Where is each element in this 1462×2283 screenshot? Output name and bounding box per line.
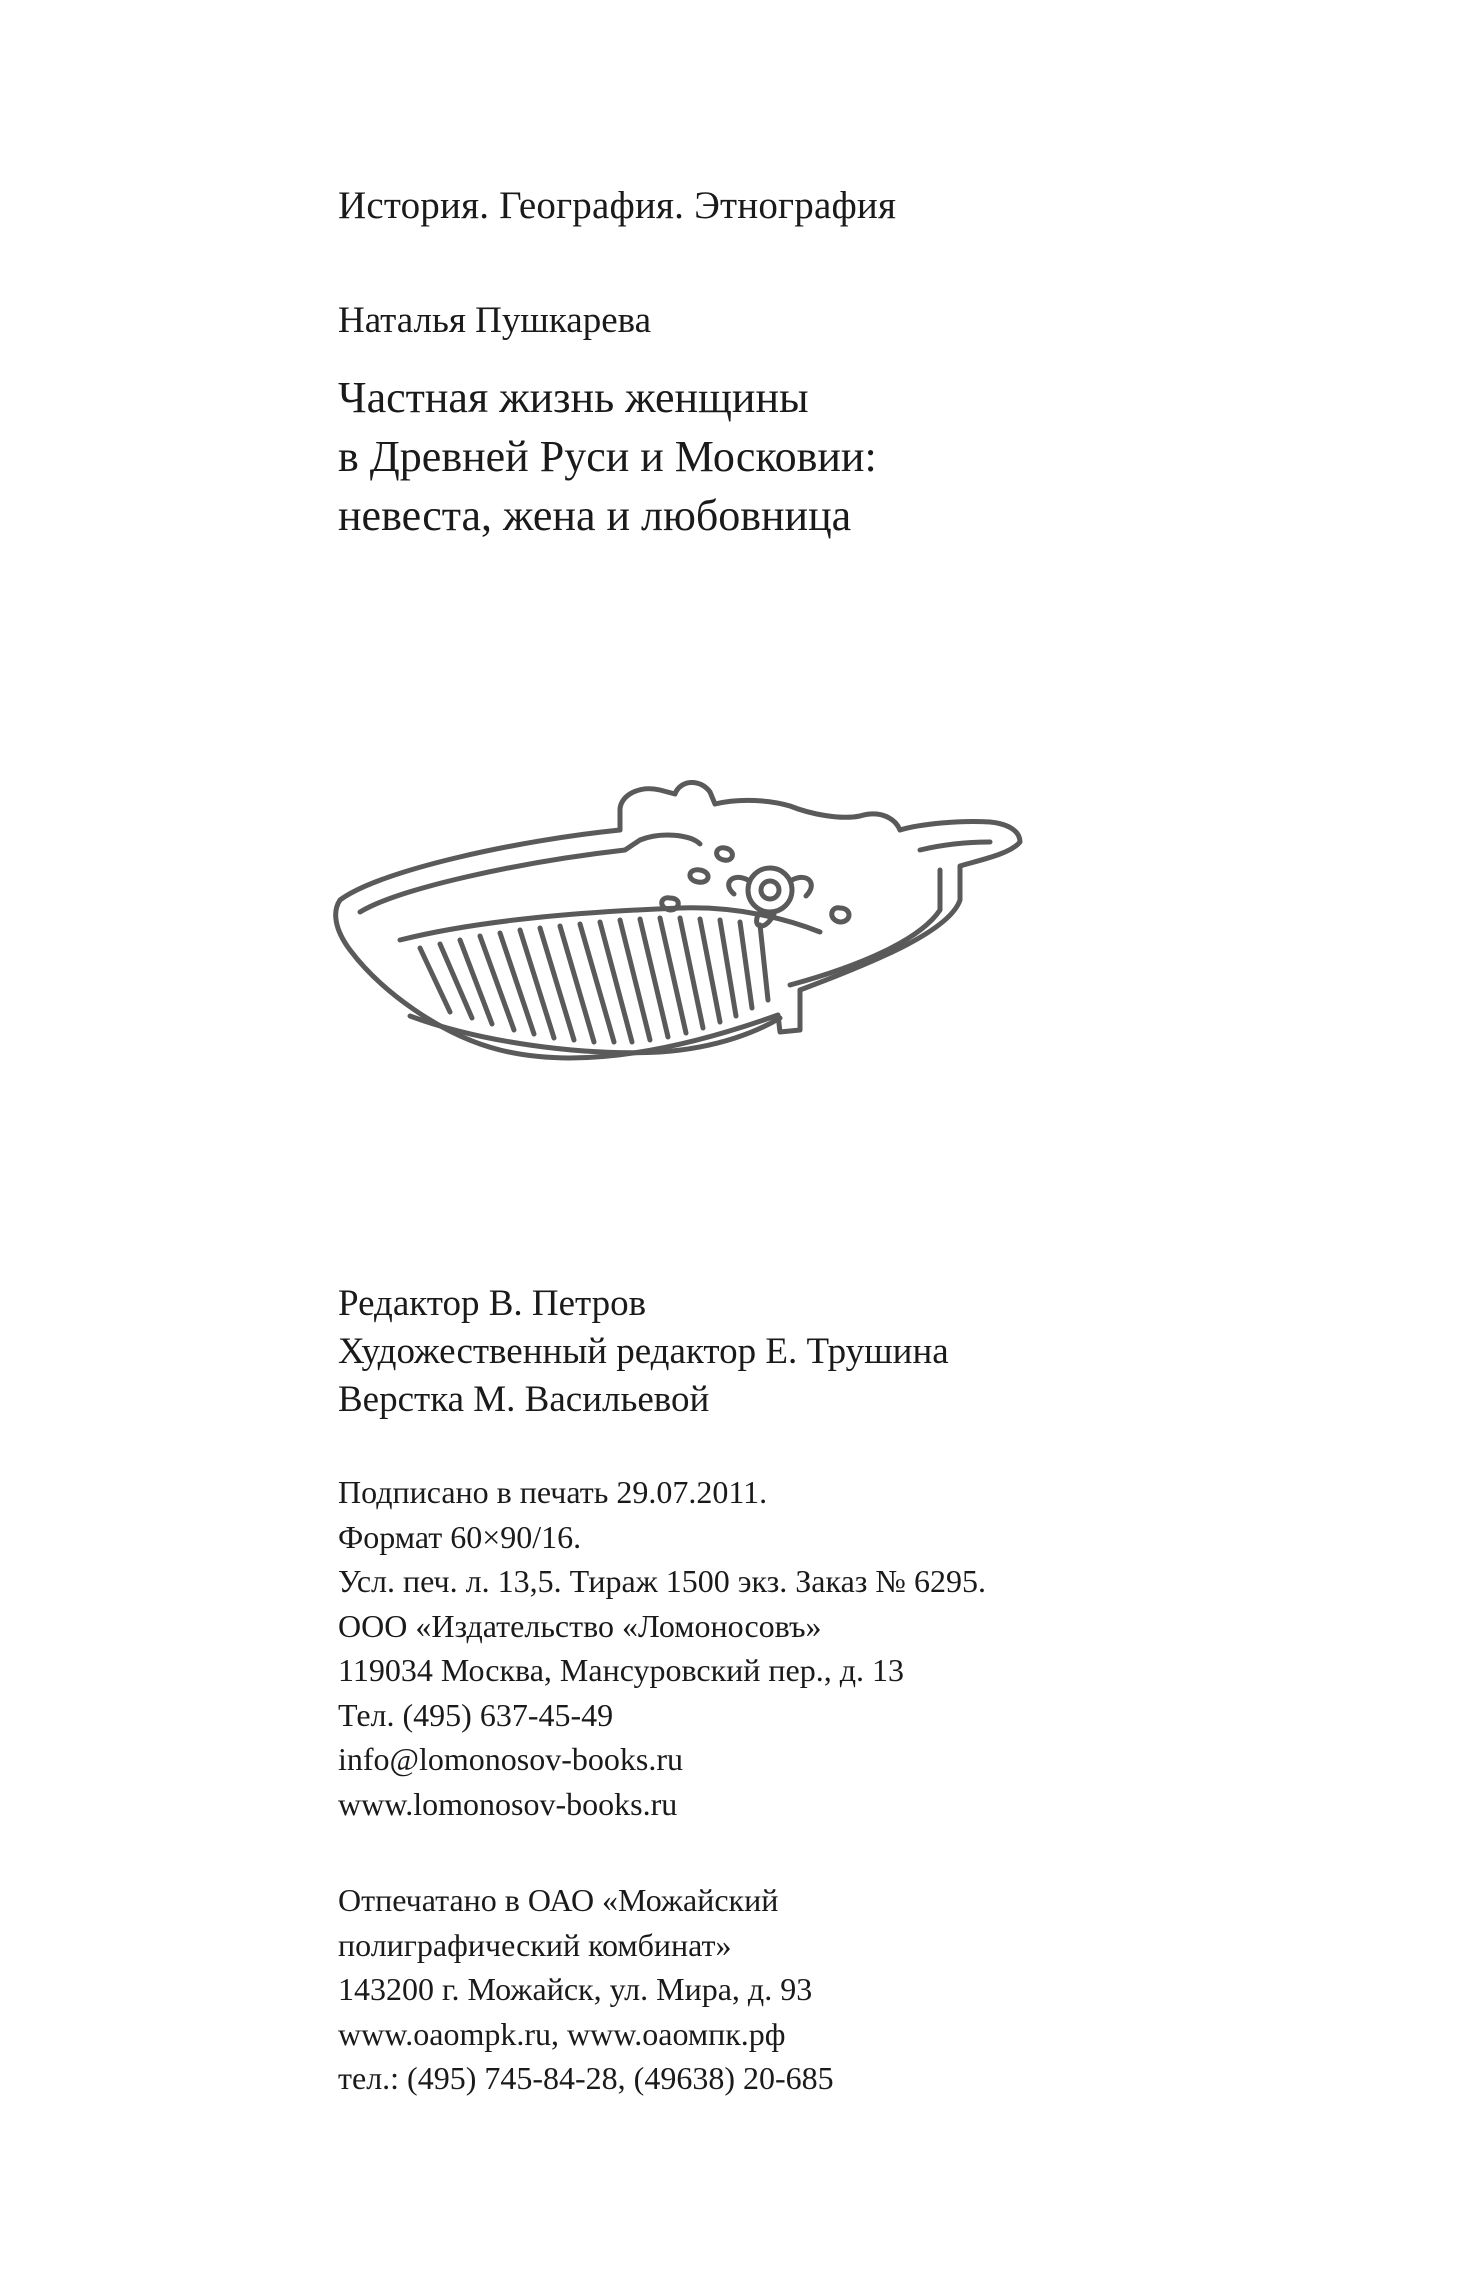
credit-line: Художественный редактор Е. Трушина [338,1331,949,1372]
printer-info [338,1878,834,2101]
credit-line: Редактор В. Петров [338,1283,647,1324]
imprint-line: Формат 60×90/16. [338,1518,582,1555]
comb-illustration-icon [320,780,1080,1120]
printer-line: полиграфический комбинат» [338,1926,732,1963]
imprint-line: ООО «Издательство «Ломоносовъ» [338,1607,822,1644]
book-title-line: невеста, жена и любовница [338,491,852,540]
printer-line: www.oaompk.ru, www.oaомпк.рф [338,2015,786,2052]
imprint-line: Подписано в печать 29.07.2011. [338,1474,768,1510]
printer-line: Отпечатано в ОАО «Можайский [338,1882,779,1918]
book-title-line: в Древней Руси и Московии: [338,432,877,481]
book-title-line: Частная жизнь женщины [338,373,809,422]
credits [338,1280,949,1424]
printer-line: тел.: (495) 745-84-28, (49638) 20-685 [338,2060,834,2096]
imprint [338,1470,986,1826]
imprint-line: 119034 Москва, Мансуровский пер., д. 13 [338,1652,904,1688]
credit-line: Верстка М. Васильевой [338,1379,710,1420]
book-title [338,368,877,545]
author-name: Наталья Пушкарева [338,300,652,341]
imprint-line: Усл. печ. л. 13,5. Тираж 1500 экз. Заказ № 6295. [338,1563,986,1599]
imprint-line: Тел. (495) 637-45-49 [338,1696,614,1733]
imprint-line: www.lomonosov-books.ru [338,1785,678,1822]
series-title: История. География. Этнография [338,184,897,227]
imprint-line: info@lomonosov-books.ru [338,1741,684,1777]
printer-line: 143200 г. Можайск, ул. Мира, д. 93 [338,1971,813,2007]
